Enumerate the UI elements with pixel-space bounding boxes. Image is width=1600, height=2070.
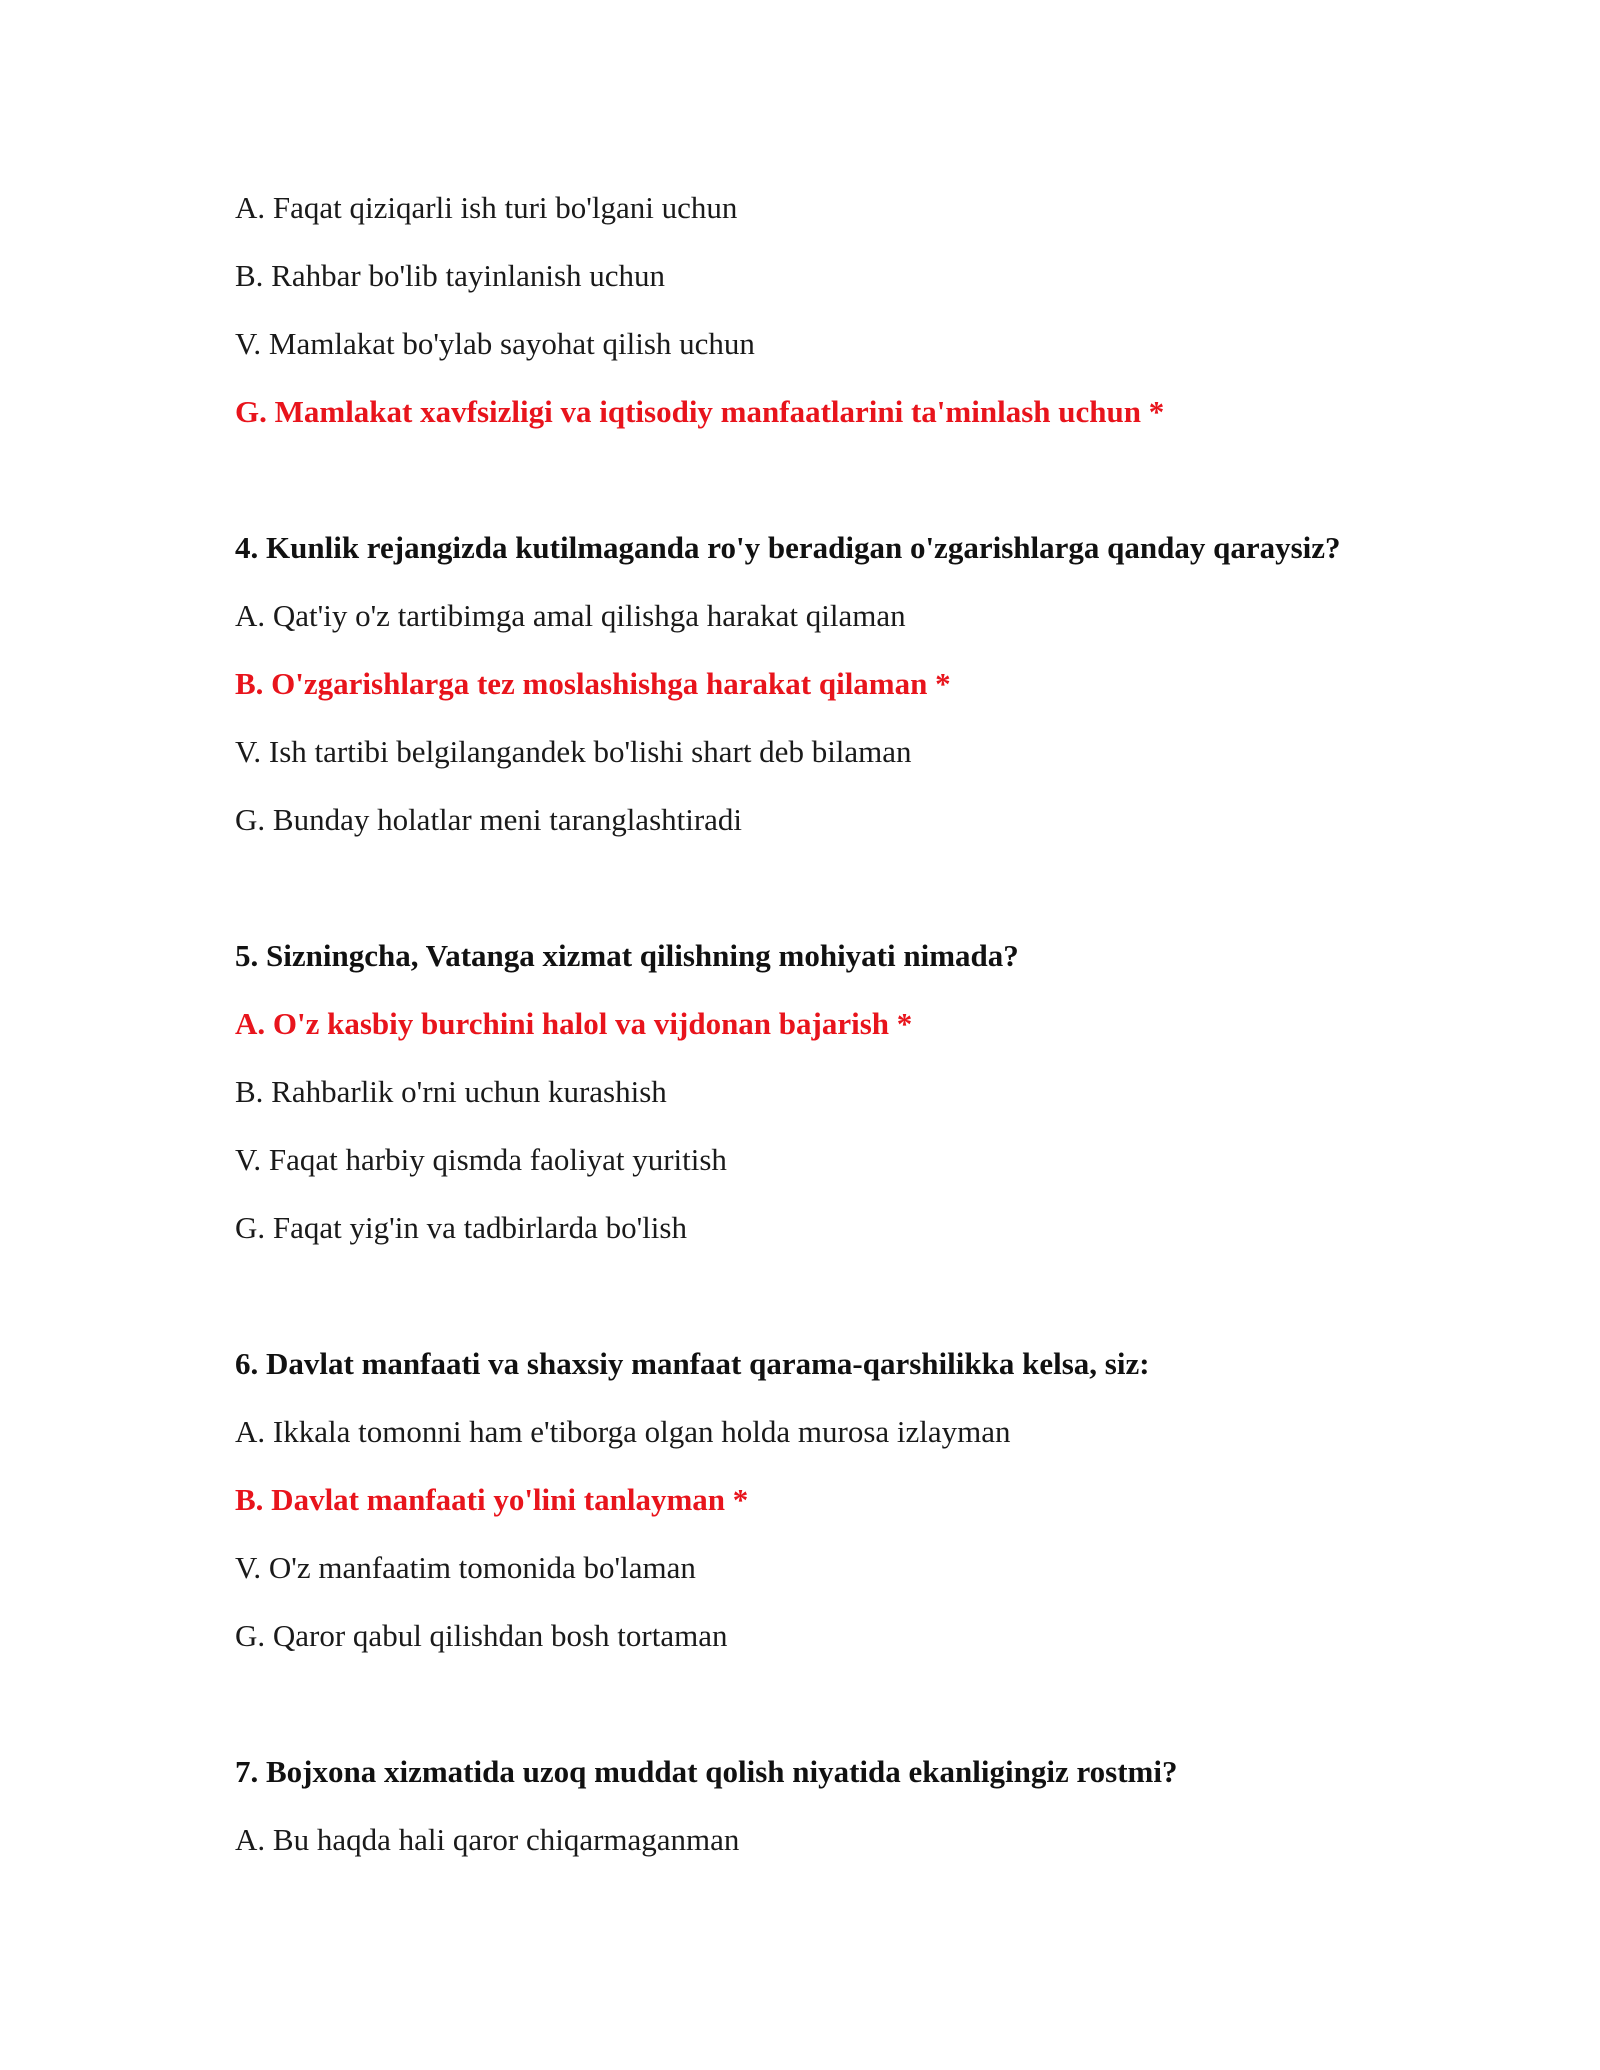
answer-option: B. Rahbar bo'lib tayinlanish uchun — [235, 258, 666, 293]
answer-option: V. Mamlakat bo'ylab sayohat qilish uchun — [235, 326, 755, 361]
correct-answer-option: B. Davlat manfaati yo'lini tanlayman * — [235, 1482, 749, 1517]
document-page — [235, 188, 1435, 1888]
question-text: 4. Kunlik rejangizda kutilmaganda ro'y beradigan o'zgarishlarga qanday qaraysiz? — [235, 530, 1341, 565]
question-text: 5. Sizningcha, Vatanga xizmat qilishning mohiyati nimada? — [235, 938, 1019, 973]
spacer — [235, 1684, 1435, 1752]
question-block — [235, 188, 1435, 460]
answer-option: G. Qaror qabul qilishdan bosh tortaman — [235, 1618, 728, 1653]
answer-option: A. Bu haqda hali qaror chiqarmaganman — [235, 1822, 740, 1857]
answer-option: V. Faqat harbiy qismda faoliyat yuritish — [235, 1142, 727, 1177]
question-block — [235, 528, 1435, 868]
correct-answer-option: G. Mamlakat xavfsizligi va iqtisodiy manfaatlarini ta'minlash uchun * — [235, 394, 1165, 429]
spacer — [235, 868, 1435, 936]
question-text: 6. Davlat manfaati va shaxsiy manfaat qarama-qarshilikka kelsa, siz: — [235, 1346, 1150, 1381]
answer-option: A. Ikkala tomonni ham e'tiborga olgan holda murosa izlayman — [235, 1414, 1011, 1449]
question-block — [235, 1752, 1435, 1888]
question-block — [235, 936, 1435, 1276]
spacer — [235, 460, 1435, 528]
answer-option: V. Ish tartibi belgilangandek bo'lishi shart deb bilaman — [235, 734, 912, 769]
answer-option: V. O'z manfaatim tomonida bo'laman — [235, 1550, 696, 1585]
answer-option: A. Qat'iy o'z tartibimga amal qilishga harakat qilaman — [235, 598, 906, 633]
answer-option: G. Faqat yig'in va tadbirlarda bo'lish — [235, 1210, 687, 1245]
spacer — [235, 1276, 1435, 1344]
answer-option: B. Rahbarlik o'rni uchun kurashish — [235, 1074, 667, 1109]
question-text: 7. Bojxona xizmatida uzoq muddat qolish niyatida ekanligingiz rostmi? — [235, 1754, 1178, 1789]
correct-answer-option: B. O'zgarishlarga tez moslashishga harakat qilaman * — [235, 666, 951, 701]
correct-answer-option: A. O'z kasbiy burchini halol va vijdonan bajarish * — [235, 1006, 913, 1041]
answer-option: G. Bunday holatlar meni taranglashtiradi — [235, 802, 743, 837]
question-block — [235, 1344, 1435, 1684]
answer-option: A. Faqat qiziqarli ish turi bo'lgani uchun — [235, 190, 738, 225]
